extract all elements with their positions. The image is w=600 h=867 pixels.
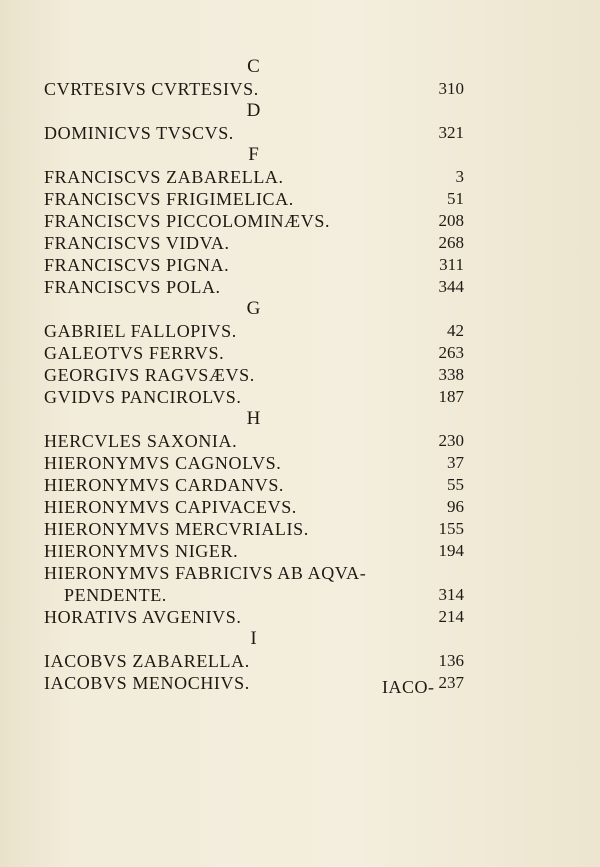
entry-name: GABRIEL FALLOPIVS. bbox=[44, 321, 237, 341]
entry-page: 338 bbox=[438, 365, 464, 384]
entry-name: HERCVLES SAXONIA. bbox=[44, 431, 238, 451]
entry-name: FRANCISCVS VIDVA. bbox=[44, 233, 230, 253]
entry-name: FRANCISCVS PICCOLOMINÆVS. bbox=[44, 211, 331, 231]
entry-name: FRANCISCVS POLA. bbox=[44, 277, 221, 297]
entry-page: 230 bbox=[438, 431, 464, 450]
index-entry bbox=[44, 166, 464, 188]
entry-name: FRANCISCVS FRIGIMELICA. bbox=[44, 189, 294, 209]
section-letter-g: G bbox=[246, 298, 262, 319]
entry-page: 187 bbox=[438, 387, 464, 406]
index-entry bbox=[44, 210, 464, 232]
entry-page: 237 bbox=[438, 673, 464, 692]
index-entry bbox=[44, 78, 464, 100]
index-entry bbox=[44, 276, 464, 298]
section-letter-h: H bbox=[246, 408, 262, 429]
entry-page: 55 bbox=[447, 475, 464, 494]
index-entry bbox=[44, 474, 464, 496]
index-entry bbox=[44, 452, 464, 474]
entry-page: 42 bbox=[447, 321, 464, 340]
index-entry bbox=[44, 320, 464, 342]
entry-name: DOMINICVS TVSCVS. bbox=[44, 123, 234, 143]
entry-page: 268 bbox=[438, 233, 464, 252]
entry-name: IACOBVS ZABARELLA. bbox=[44, 651, 250, 671]
index-entry-continuation bbox=[44, 584, 464, 606]
entry-page: 321 bbox=[438, 123, 464, 142]
entry-page: 310 bbox=[438, 79, 464, 98]
entry-name: FRANCISCVS PIGNA. bbox=[44, 255, 230, 275]
entry-name: HIERONYMVS MERCVRIALIS. bbox=[44, 519, 309, 539]
entry-page: 344 bbox=[438, 277, 464, 296]
index-entry bbox=[44, 232, 464, 254]
index-entry bbox=[44, 342, 464, 364]
index-entry bbox=[44, 650, 464, 672]
index-entry bbox=[44, 254, 464, 276]
entry-page: 155 bbox=[438, 519, 464, 538]
index-entry bbox=[44, 540, 464, 562]
entry-name: PENDENTE. bbox=[64, 585, 167, 605]
entry-name: HORATIVS AVGENIVS. bbox=[44, 607, 242, 627]
section-letter-d: D bbox=[246, 100, 262, 121]
entry-page: 311 bbox=[439, 255, 464, 274]
entry-page: 51 bbox=[447, 189, 464, 208]
entry-name: HIERONYMVS NIGER. bbox=[44, 541, 239, 561]
entry-page: 3 bbox=[455, 167, 464, 186]
entry-page: 96 bbox=[447, 497, 464, 516]
entry-name: HIERONYMVS CARDANVS. bbox=[44, 475, 285, 495]
index-entry bbox=[44, 386, 464, 408]
entry-page: 194 bbox=[438, 541, 464, 560]
entry-page: 136 bbox=[438, 651, 464, 670]
entry-page: 37 bbox=[447, 453, 464, 472]
index-entry bbox=[44, 518, 464, 540]
entry-name: FRANCISCVS ZABARELLA. bbox=[44, 167, 284, 187]
section-letter-i: I bbox=[250, 628, 258, 649]
index-list bbox=[44, 56, 464, 694]
entry-name: HIERONYMVS CAGNOLVS. bbox=[44, 453, 282, 473]
index-entry bbox=[44, 430, 464, 452]
index-entry bbox=[44, 606, 464, 628]
index-entry bbox=[44, 496, 464, 518]
index-entry bbox=[44, 122, 464, 144]
entry-page: 263 bbox=[438, 343, 464, 362]
entry-name: HIERONYMVS CAPIVACEVS. bbox=[44, 497, 297, 517]
entry-name: IACOBVS MENOCHIVS. bbox=[44, 673, 250, 693]
index-entry bbox=[44, 188, 464, 210]
entry-page: 208 bbox=[438, 211, 464, 230]
entry-page: 314 bbox=[438, 585, 464, 604]
entry-page: 214 bbox=[438, 607, 464, 626]
entry-name: GEORGIVS RAGVSÆVS. bbox=[44, 365, 255, 385]
section-letter-c: C bbox=[247, 56, 261, 77]
section-letter-f: F bbox=[248, 144, 260, 165]
entry-name: HIERONYMVS FABRICIVS AB AQVA- bbox=[44, 563, 367, 583]
index-entry bbox=[44, 562, 464, 584]
entry-name: CVRTESIVS CVRTESIVS. bbox=[44, 79, 259, 99]
entry-name: GVIDVS PANCIROLVS. bbox=[44, 387, 242, 407]
entry-name: GALEOTVS FERRVS. bbox=[44, 343, 225, 363]
catchword: IACO- bbox=[382, 677, 435, 697]
index-entry bbox=[44, 364, 464, 386]
